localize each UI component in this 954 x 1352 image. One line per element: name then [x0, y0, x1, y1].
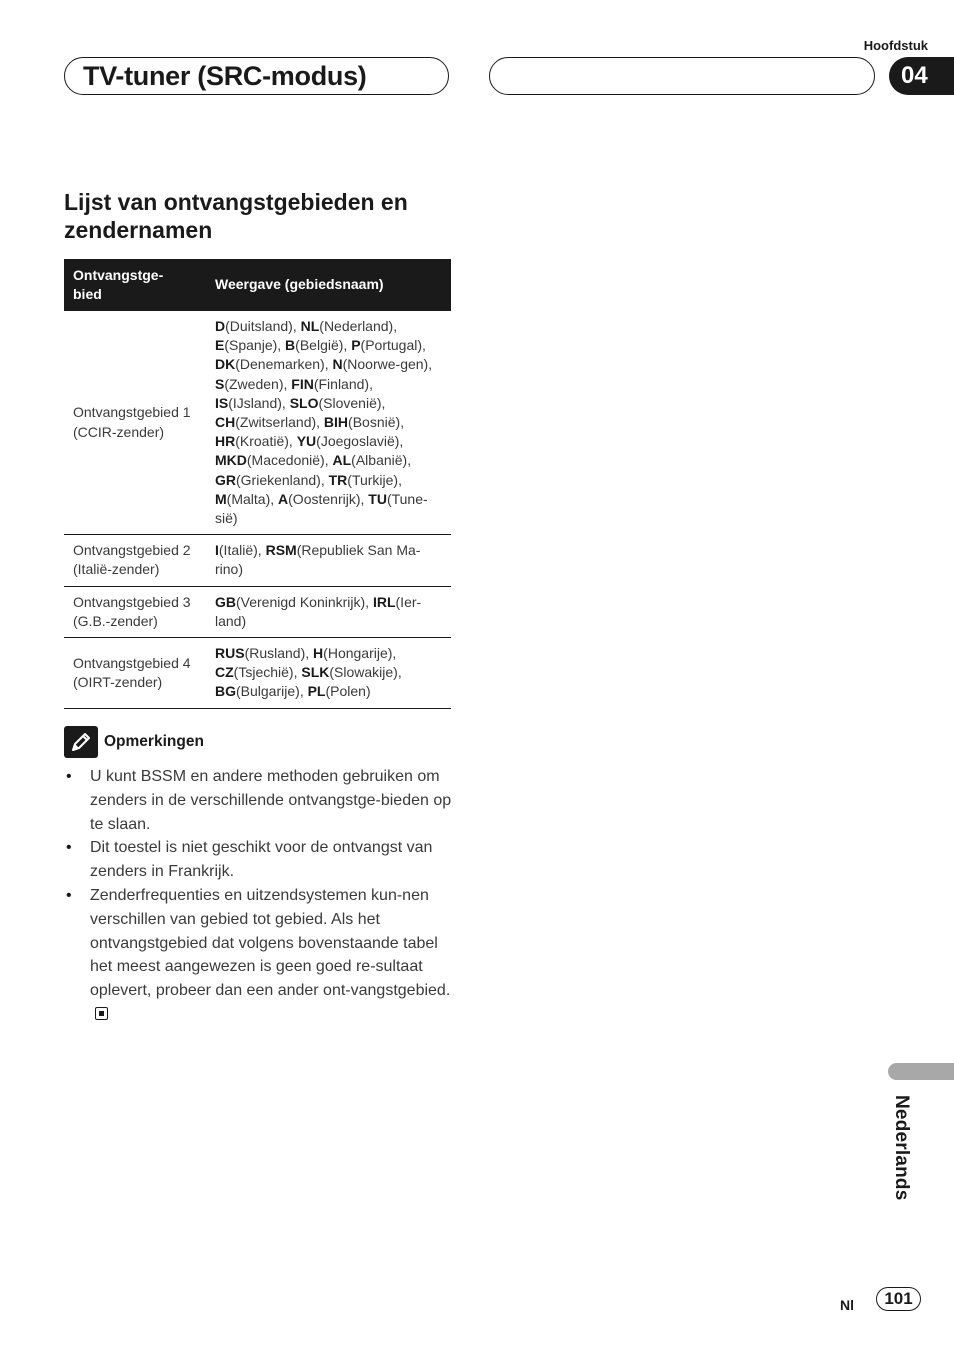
country-name: (Bosnië): [348, 414, 401, 431]
country-name: (IJsland): [228, 394, 282, 411]
country-code: NL: [300, 318, 320, 334]
table-row: [64, 311, 451, 535]
language-label: Nederlands: [891, 1095, 912, 1201]
country-name: (Malta): [226, 490, 271, 507]
country-code: YU: [296, 433, 317, 450]
pencil-icon: [64, 726, 98, 758]
country-name: (Rusland): [244, 645, 306, 662]
table-row: [64, 535, 451, 586]
page-number-badge: [876, 1287, 921, 1311]
column-header-display: Weergave (gebiedsnaam): [206, 259, 451, 311]
country-name: (Macedonië): [246, 452, 325, 469]
country-code: TR: [328, 471, 348, 488]
country-name: (Tsjechië): [233, 664, 294, 681]
note-text: Dit toestel is niet geschikt voor de ontvangst van zenders in Frankrijk.: [90, 839, 433, 881]
footer-language-code: Nl: [840, 1297, 854, 1313]
country-code: BG: [215, 683, 236, 700]
country-name: (Finland): [313, 375, 370, 392]
chapter-label: Hoofdstuk: [863, 38, 928, 53]
note-item: [64, 836, 452, 884]
country-name: (Denemarken): [235, 356, 325, 373]
chapter-number: 04: [901, 62, 928, 89]
country-code: BIH: [323, 414, 349, 431]
note-text: U kunt BSSM en andere methoden gebruiken om zenders in de verschillende ontvangstge-bieden op te slaan.: [90, 768, 452, 833]
country-code: E: [215, 337, 225, 354]
table-body: [64, 311, 451, 708]
country-name: (Bulgarije): [236, 683, 300, 700]
country-code: I: [215, 542, 219, 559]
notes-header: [64, 726, 204, 758]
country-name: (Oostenrijk): [288, 490, 361, 507]
end-mark-icon: [95, 1007, 108, 1020]
country-name: (Slowakije): [329, 664, 398, 681]
country-name: (Noorwe-gen): [342, 356, 429, 373]
country-code: D: [215, 318, 226, 334]
note-item: [64, 765, 452, 836]
station-names-cell: I(Italië), RSM(Republiek San Ma-rino): [206, 535, 451, 586]
country-code: H: [313, 645, 324, 662]
country-code: AL: [332, 452, 352, 469]
country-code: CZ: [215, 664, 234, 681]
station-names-cell: GB(Verenigd Koninkrijk), IRL(Ier-land): [206, 586, 451, 637]
country-name: (Verenigd Koninkrijk): [236, 593, 366, 610]
country-name: (Polen): [325, 683, 371, 700]
country-name: (Hongarije): [323, 645, 393, 662]
country-code: GR: [215, 471, 236, 488]
country-code: CH: [215, 414, 236, 431]
country-name: (Kroatië): [235, 433, 289, 450]
country-code: PL: [307, 683, 326, 700]
note-text: Zenderfrequenties en uitzendsystemen kun-nen verschillen van gebied tot gebied. Als het ontvangstgebied dat volgens bovenstaande tabel het meest aangewezen is geen goed re-sultaat oplevert, probeer dan een ander ont-vangstgebied.: [90, 886, 451, 1000]
region-cell: Ontvangstgebied 3 (G.B.-zender): [64, 586, 206, 637]
country-name: (Zwitserland): [235, 414, 317, 431]
notes-title: Opmerkingen: [104, 733, 204, 750]
country-name: (Italië): [218, 542, 258, 559]
station-names-cell: RUS(Rusland), H(Hongarije), CZ(Tsjechië), SLK(Slowakije), BG(Bulgarije), PL(Polen): [206, 638, 451, 709]
country-name: (Tune-sië): [215, 490, 428, 527]
country-code: SLO: [289, 394, 319, 411]
note-item: [64, 884, 452, 1027]
page-number: 101: [884, 1289, 913, 1308]
station-names-cell: D(Duitsland), NL(Nederland), E(Spanje), B(België), P(Portugal), DK(Denemarken), N(Noorwe-gen), S(Zweden), FIN(Finland), IS(IJsland), SLO(Slovenië), CH(Zwitserland), BIH(Bosnië), HR(Kroatië), YU(Joegoslavië), MKD(Macedonië), AL(Albanië), GR(Griekenland), TR(Turkije), M(Malta), A(Oostenrijk), TU(Tune-sië): [206, 311, 451, 535]
country-name: (Zweden): [224, 375, 284, 392]
country-name: (Albanië): [351, 452, 408, 469]
region-cell: Ontvangstgebied 1 (CCIR-zender): [64, 311, 206, 535]
country-name: (Griekenland): [236, 471, 321, 488]
language-tab-bar: [888, 1063, 954, 1080]
table-row: [64, 586, 451, 637]
country-name: (Joegoslavië): [316, 433, 400, 450]
country-name: (Nederland): [319, 318, 394, 334]
country-name: (België): [295, 337, 344, 354]
chapter-number-tab: [889, 57, 954, 95]
country-name: (Spanje): [224, 337, 278, 354]
page-title-text: TV-tuner (SRC-modus): [83, 60, 367, 91]
country-name: (Duitsland): [225, 318, 293, 334]
column-header-region: Ontvangstge- bied: [64, 259, 206, 311]
country-name: (Republiek San Ma-rino): [215, 542, 421, 578]
regions-table: [64, 259, 451, 709]
section-title: Lijst van ontvangstgebieden en zendernamen: [64, 189, 408, 243]
country-code: TU: [368, 490, 387, 507]
country-name: (Portugal): [360, 337, 423, 354]
country-code: RSM: [265, 542, 297, 559]
region-cell: Ontvangstgebied 4 (OIRT-zender): [64, 638, 206, 709]
country-code: MKD: [215, 452, 247, 469]
table-header-row: [64, 259, 451, 311]
notes-list: [64, 765, 452, 1027]
country-code: IS: [215, 394, 229, 411]
country-code: B: [285, 337, 296, 354]
country-code: HR: [215, 433, 236, 450]
country-code: DK: [215, 356, 236, 373]
region-cell: Ontvangstgebied 2 (Italië-zender): [64, 535, 206, 586]
country-code: IRL: [372, 593, 396, 610]
country-name: (Turkije): [347, 471, 399, 488]
country-code: RUS: [215, 645, 245, 662]
country-name: (Slovenië): [318, 394, 382, 411]
country-code: SLK: [301, 664, 330, 681]
country-code: FIN: [291, 375, 314, 392]
page-title: [64, 57, 449, 95]
country-code: N: [332, 356, 343, 373]
country-code: P: [351, 337, 361, 354]
table-row: [64, 638, 451, 709]
country-code: GB: [215, 593, 236, 610]
country-name: (Ier-land): [215, 593, 422, 629]
country-code: M: [215, 490, 227, 507]
header-decoration-pill: [489, 57, 875, 95]
country-code: A: [278, 490, 289, 507]
country-code: S: [215, 375, 225, 392]
